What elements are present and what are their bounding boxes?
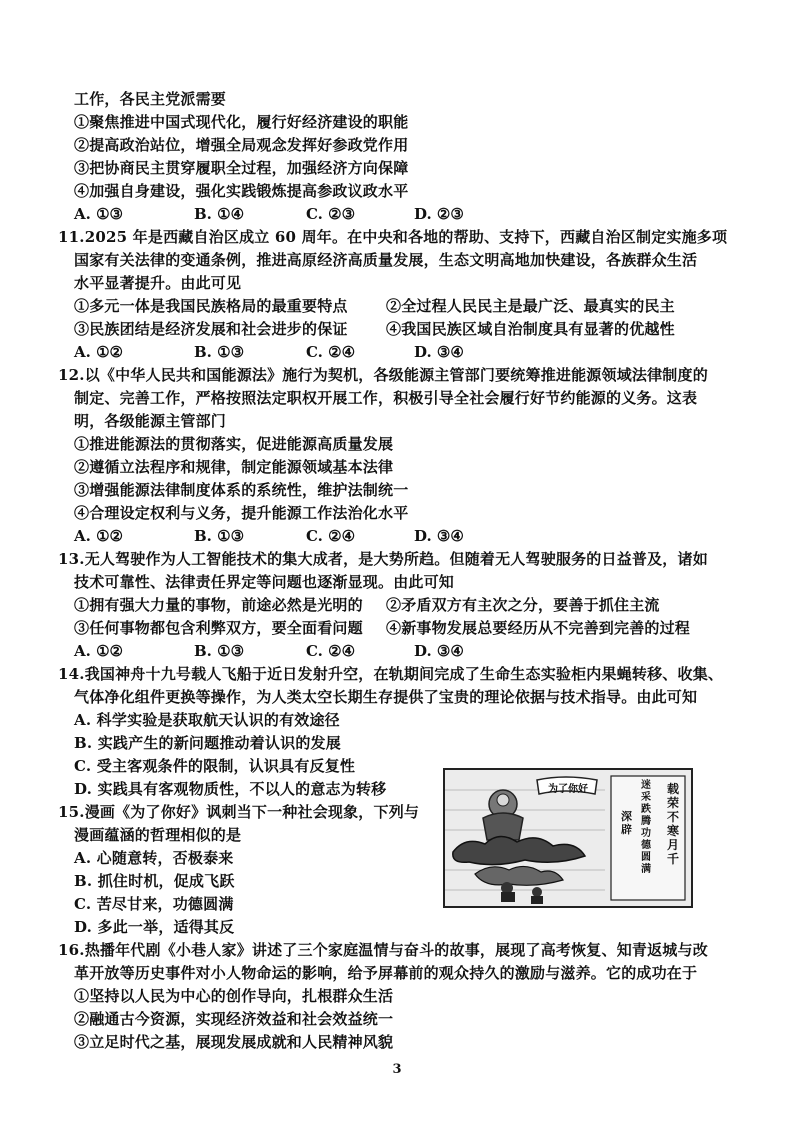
q11-option-a: A. ①② xyxy=(74,343,123,361)
q12-stem-1: 12.以《中华人民共和国能源法》施行为契机，各级能源主管部门要统筹推进能源领域法律制度的 xyxy=(58,366,708,384)
q15-choice-d: D. 多此一举，适得其反 xyxy=(74,918,235,936)
q12-stem-2: 制定、完善工作，严格按照法定职权开展工作，积极引导全社会履行好节约能源的义务。这表 xyxy=(74,389,698,407)
q13-item-4: ④新事物发展总要经历从不完善到完善的过程 xyxy=(386,619,691,637)
q14-stem-2: 气体净化组件更换等操作，为人类太空长期生存提供了宝贵的理论依据与技术指导。由此可知 xyxy=(74,688,698,706)
q10-stem: 工作，各民主党派需要 xyxy=(74,90,227,108)
q11-item-1: ①多元一体是我国民族格局的最重要特点 xyxy=(74,297,348,315)
q14-stem-1: 14.我国神舟十九号载人飞船于近日发射升空，在轨期间完成了生命生态实验柜内果蝇转移、收集、 xyxy=(58,665,724,683)
cartoon-vertical-text-3: 深辟 xyxy=(621,810,632,836)
q10-option-a: A. ①③ xyxy=(74,205,123,223)
q15-choice-c: C. 苦尽甘来，功德圆满 xyxy=(74,895,234,913)
q11-option-b: B. ①③ xyxy=(194,343,245,361)
q16-item-3: ③立足时代之基，展现发展成就和人民精神风貌 xyxy=(74,1033,394,1051)
q11-item-2: ②全过程人民民主是最广泛、最真实的民主 xyxy=(386,297,675,315)
q15-choice-b: B. 抓住时机，促成飞跃 xyxy=(74,872,235,890)
q13-option-d: D. ③④ xyxy=(414,642,464,660)
cartoon-vertical-text-2: 迷采跌腾功德圆满 xyxy=(641,780,651,875)
q15-stem-1: 15.漫画《为了你好》讽刺当下一种社会现象，下列与 xyxy=(58,803,420,821)
q16-stem-2: 革开放等历史事件对小人物命运的影响，给予屏幕前的观众持久的激励与滋养。它的成功在于 xyxy=(74,964,698,982)
q13-item-3: ③任何事物都包含利弊双方，要全面看问题 xyxy=(74,619,363,637)
page-number: 3 xyxy=(392,1062,402,1077)
q13-option-c: C. ②④ xyxy=(306,642,356,660)
q11-option-d: D. ③④ xyxy=(414,343,464,361)
q13-stem-2: 技术可靠性、法律责任界定等问题也逐渐显现。由此可知 xyxy=(74,573,455,591)
q12-item-4: ④合理设定权利与义务，提升能源工作法治化水平 xyxy=(74,504,409,522)
q16-stem-1: 16.热播年代剧《小巷人家》讲述了三个家庭温情与奋斗的故事，展现了高考恢复、知青返城与改 xyxy=(58,941,708,959)
q10-option-d: D. ②③ xyxy=(414,205,464,223)
q10-item-4: ④加强自身建设，强化实践锻炼提高参政议政水平 xyxy=(74,182,409,200)
q14-choice-a: A. 科学实验是获取航天认识的有效途径 xyxy=(74,711,340,729)
cartoon-banner-text: 为了你好 xyxy=(548,784,588,795)
q16-item-2: ②融通古今资源，实现经济效益和社会效益统一 xyxy=(74,1010,394,1028)
q12-item-3: ③增强能源法律制度体系的系统性，维护法制统一 xyxy=(74,481,409,499)
q13-item-2: ②矛盾双方有主次之分，要善于抓住主流 xyxy=(386,596,660,614)
q12-stem-3: 明，各级能源主管部门 xyxy=(74,412,227,430)
q16-item-1: ①坚持以人民为中心的创作导向，扎根群众生活 xyxy=(74,987,394,1005)
cartoon-vertical-text-1: 载荣不寒月千 xyxy=(667,782,680,866)
q12-option-a: A. ①② xyxy=(74,527,123,545)
q14-choice-b: B. 实践产生的新问题推动着认识的发展 xyxy=(74,734,341,752)
q13-option-b: B. ①③ xyxy=(194,642,245,660)
q10-option-b: B. ①④ xyxy=(194,205,245,223)
q14-choice-d: D. 实践具有客观物质性，不以人的意志为转移 xyxy=(74,780,387,798)
q11-item-3: ③民族团结是经济发展和社会进步的保证 xyxy=(74,320,348,338)
q12-option-b: B. ①③ xyxy=(194,527,245,545)
q11-item-4: ④我国民族区域自治制度具有显著的优越性 xyxy=(386,320,675,338)
cartoon-illustration xyxy=(443,768,693,908)
q12-item-2: ②遵循立法程序和规律，制定能源领域基本法律 xyxy=(74,458,394,476)
q10-option-c: C. ②③ xyxy=(306,205,356,223)
q11-stem-1: 11.2025 年是西藏自治区成立 60 周年。在中央和各地的帮助、支持下，西藏自治区制定实施多项 xyxy=(58,228,728,246)
q13-option-a: A. ①② xyxy=(74,642,123,660)
q13-item-1: ①拥有强大力量的事物，前途必然是光明的 xyxy=(74,596,363,614)
q11-stem-2: 国家有关法律的变通条例，推进高原经济高质量发展，生态文明高地加快建设，各族群众生活 xyxy=(74,251,698,269)
q14-choice-c: C. 受主客观条件的限制，认识具有反复性 xyxy=(74,757,356,775)
q11-stem-3: 水平显著提升。由此可见 xyxy=(74,274,242,292)
q12-option-c: C. ②④ xyxy=(306,527,356,545)
q11-option-c: C. ②④ xyxy=(306,343,356,361)
q15-stem-2: 漫画蕴涵的哲理相似的是 xyxy=(74,826,242,844)
q15-choice-a: A. 心随意转，否极泰来 xyxy=(74,849,234,867)
q10-item-2: ②提高政治站位，增强全局观念发挥好参政党作用 xyxy=(74,136,409,154)
q12-option-d: D. ③④ xyxy=(414,527,464,545)
q13-stem-1: 13.无人驾驶作为人工智能技术的集大成者，是大势所趋。但随着无人驾驶服务的日益普及，诸如 xyxy=(58,550,708,568)
q12-item-1: ①推进能源法的贯彻落实，促进能源高质量发展 xyxy=(74,435,394,453)
q10-item-3: ③把协商民主贯穿履职全过程，加强经济方向保障 xyxy=(74,159,409,177)
q10-item-1: ①聚焦推进中国式现代化，履行好经济建设的职能 xyxy=(74,113,409,131)
